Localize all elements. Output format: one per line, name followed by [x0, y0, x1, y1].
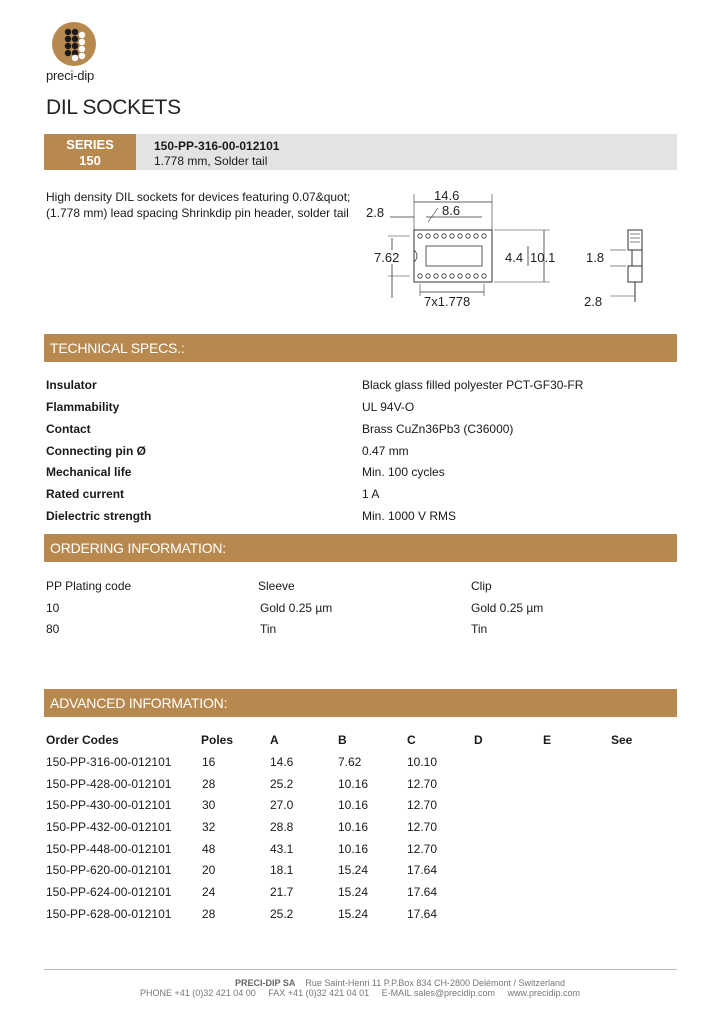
series-label: SERIES — [66, 137, 114, 152]
dim-side-28-label: 2.8 — [584, 294, 603, 309]
spec-value: Black glass filled polyester PCT-GF30-FR — [362, 378, 584, 392]
poles: 24 — [202, 885, 216, 899]
advanced-col-header: Poles — [201, 733, 234, 747]
order-code: 150-PP-448-00-012101 — [46, 842, 172, 856]
dim-101-label: 10.1 — [530, 250, 556, 265]
logo-brand-text: preci-dip — [46, 68, 95, 83]
technical-drawing — [360, 180, 660, 323]
footer-address: Rue Saint-Henri 11 P.P.Box 834 CH-2800 Delémont / Switzerland — [305, 978, 566, 988]
dim-a: 43.1 — [270, 842, 294, 856]
dim-left-top-label: 2.8 — [366, 205, 385, 220]
spec-row-rated-current — [46, 487, 666, 507]
dim-b: 10.16 — [338, 798, 369, 812]
order-code: 150-PP-624-00-012101 — [46, 885, 172, 899]
spec-row-contact — [46, 422, 666, 442]
spec-row-insulator — [46, 378, 666, 398]
order-code: 150-PP-428-00-012101 — [46, 777, 172, 791]
dim-b: 10.16 — [338, 842, 369, 856]
dim-a: 25.2 — [270, 907, 294, 921]
series-number: 150 — [79, 153, 101, 168]
spec-label: Rated current — [46, 487, 125, 501]
advanced-col-header: D — [474, 733, 483, 747]
dim-top-label: 14.6 — [434, 188, 460, 203]
dim-c: 17.64 — [407, 885, 438, 899]
ordering-cell: 10 — [46, 601, 60, 615]
dim-c: 17.64 — [407, 863, 438, 877]
spec-value: 1 A — [362, 487, 380, 501]
order-code: 150-PP-620-00-012101 — [46, 863, 172, 877]
footer-divider — [44, 969, 677, 970]
poles: 32 — [202, 820, 216, 834]
spec-label: Connecting pin Ø — [46, 444, 146, 458]
logo-mark — [52, 22, 96, 66]
dim-side-18-label: 1.8 — [586, 250, 605, 265]
spec-row-dielectric-strength — [46, 509, 666, 529]
page-title: DIL SOCKETS — [46, 96, 181, 119]
poles: 28 — [202, 777, 216, 791]
dim-a: 18.1 — [270, 863, 294, 877]
dim-a: 21.7 — [270, 885, 294, 899]
ordering-cell: 80 — [46, 622, 60, 636]
technical-specs-header: TECHNICAL SPECS.: — [44, 334, 677, 362]
poles: 30 — [202, 798, 216, 812]
advanced-col-header: C — [407, 733, 416, 747]
footer-email[interactable]: E-MAIL sales@precidip.com — [381, 988, 495, 998]
dim-b: 10.16 — [338, 820, 369, 834]
ordering-cell: Tin — [260, 622, 277, 636]
footer-fax: FAX +41 (0)32 421 04 01 — [268, 988, 370, 998]
poles: 16 — [202, 755, 216, 769]
advanced-col-header: B — [338, 733, 347, 747]
dim-b: 15.24 — [338, 885, 369, 899]
dim-c: 12.70 — [407, 820, 438, 834]
ordering-info-header: ORDERING INFORMATION: — [44, 534, 677, 562]
ordering-col-header: Clip — [471, 579, 492, 593]
dim-b: 15.24 — [338, 863, 369, 877]
dim-width-label: 7.62 — [374, 250, 400, 265]
spec-row-flammability — [46, 400, 666, 420]
poles: 20 — [202, 863, 216, 877]
dim-c: 10.10 — [407, 755, 438, 769]
spec-label: Dielectric strength — [46, 509, 152, 523]
advanced-col-header: A — [270, 733, 279, 747]
footer-address-line — [0, 978, 720, 988]
order-code: 150-PP-432-00-012101 — [46, 820, 172, 834]
ordering-cell: Tin — [471, 622, 488, 636]
order-code: 150-PP-628-00-012101 — [46, 907, 172, 921]
dim-44-label: 4.4 — [505, 250, 524, 265]
spec-value: Min. 100 cycles — [362, 465, 445, 479]
series-subtitle: 1.778 mm, Solder tail — [154, 154, 268, 168]
dim-c: 12.70 — [407, 777, 438, 791]
dim-a: 28.8 — [270, 820, 294, 834]
dim-a: 14.6 — [270, 755, 294, 769]
footer-company: PRECI-DIP SA — [234, 978, 296, 988]
order-code: 150-PP-430-00-012101 — [46, 798, 172, 812]
advanced-col-header: Order Codes — [46, 733, 119, 747]
footer-phone: PHONE +41 (0)32 421 04 00 — [139, 988, 256, 998]
dim-c: 12.70 — [407, 798, 438, 812]
spec-label: Mechanical life — [46, 465, 132, 479]
dim-a: 27.0 — [270, 798, 294, 812]
dim-inner-label: 8.6 — [442, 203, 461, 218]
spec-label: Contact — [46, 422, 91, 436]
ordering-col-header: Sleeve — [258, 579, 295, 593]
spec-row-mechanical-life — [46, 465, 666, 485]
spec-value: Brass CuZn36Pb3 (C36000) — [362, 422, 514, 436]
dim-c: 17.64 — [407, 907, 438, 921]
dim-pitch-label: 7x1.778 — [424, 294, 471, 309]
ordering-cell: Gold 0.25 µm — [260, 601, 333, 615]
poles: 28 — [202, 907, 216, 921]
spec-value: Min. 1000 V RMS — [362, 509, 457, 523]
product-description: High density DIL sockets for devices featuring 0.07&quot; (1.778 mm) lead spacing Shrinkdip pin header, solder tail — [46, 190, 351, 220]
dim-b: 15.24 — [338, 907, 369, 921]
advanced-info-header: ADVANCED INFORMATION: — [44, 689, 677, 717]
poles: 48 — [202, 842, 216, 856]
ordering-cell: Gold 0.25 µm — [471, 601, 544, 615]
spec-row-connecting-pin — [46, 444, 666, 464]
series-badge — [44, 134, 136, 170]
spec-value: 0.47 mm — [362, 444, 409, 458]
dim-b: 7.62 — [338, 755, 362, 769]
footer-web[interactable]: www.precidip.com — [507, 988, 581, 998]
dim-c: 12.70 — [407, 842, 438, 856]
spec-label: Insulator — [46, 378, 97, 392]
footer-contact-line — [0, 988, 720, 998]
series-code: 150-PP-316-00-012101 — [154, 139, 280, 153]
spec-value: UL 94V-O — [362, 400, 415, 414]
dim-a: 25.2 — [270, 777, 294, 791]
ordering-col-header: PP Plating code — [46, 579, 132, 593]
advanced-col-header: E — [543, 733, 552, 747]
dim-b: 10.16 — [338, 777, 369, 791]
advanced-col-header: See — [611, 733, 633, 747]
spec-label: Flammability — [46, 400, 120, 414]
order-code: 150-PP-316-00-012101 — [46, 755, 172, 769]
